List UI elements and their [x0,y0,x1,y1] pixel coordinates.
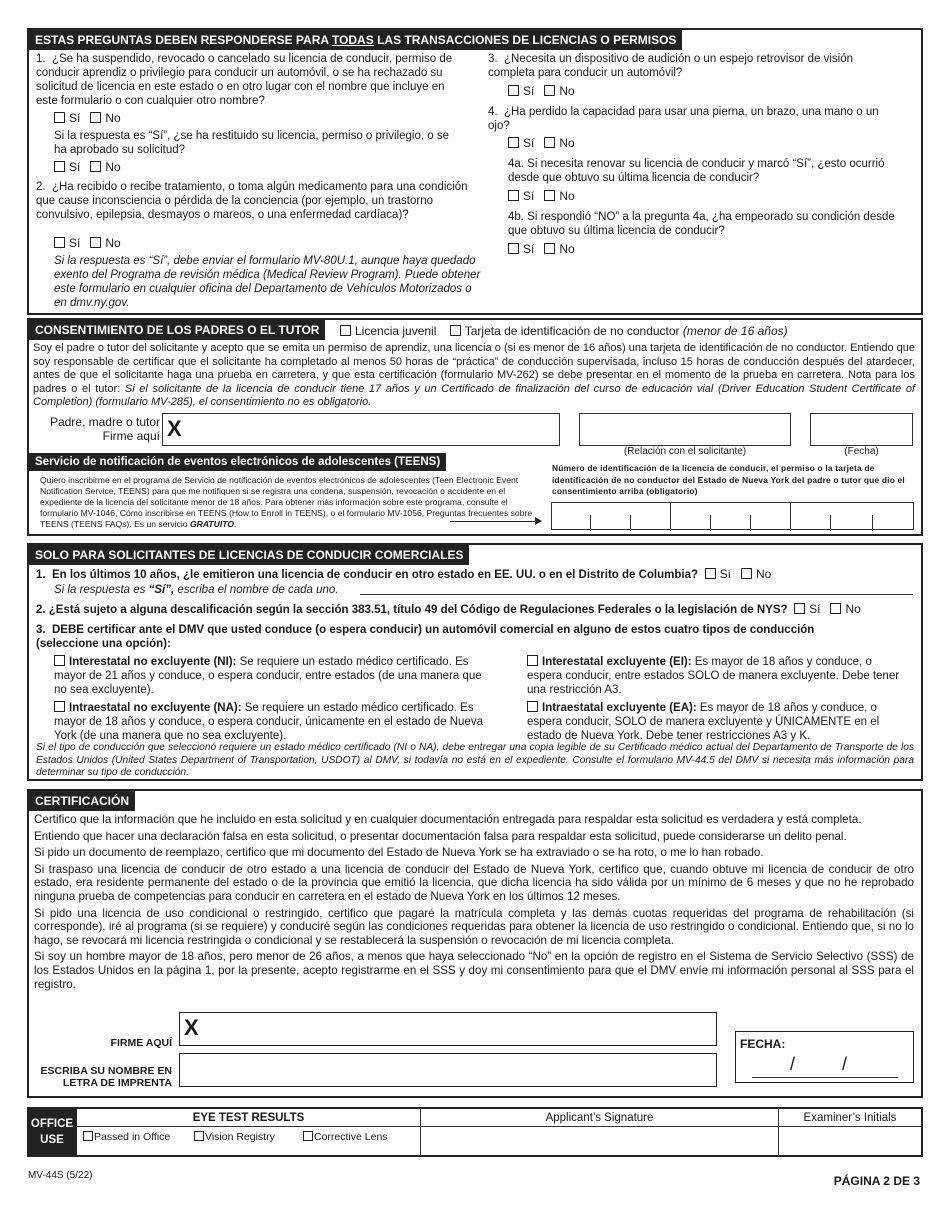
junior-license-checkbox[interactable] [340,325,351,336]
yes-label: Sí [69,236,81,250]
q4a-options [508,189,575,203]
q3-no-checkbox[interactable] [544,85,555,96]
form-number: MV-44S (5/22) [28,1170,93,1181]
q1-options [54,111,121,125]
commercial-q2-text: 2. ¿Está sujeto a alguna descalificación según la sección 383.51, título 49 del Código de Regulaciones Federales o la legislación de NYS? [36,604,788,616]
ei-title: Interestatal excluyente (EI): [542,656,692,668]
ei-checkbox[interactable] [527,655,538,666]
yes-label: Sí [523,242,535,256]
parent-sign-label [40,415,160,443]
applicant-signature-header: Applicant’s Signature [545,1112,654,1124]
question-1b: Si la respuesta es “Sí”, ¿se ha restituido su licencia, permiso o privilegio, o se ha aprobado su solicitud? [54,130,450,156]
yes-label: Sí [523,84,535,98]
ea-title: Intraestatal excluyente (EA): [542,702,697,714]
q4-yes-checkbox[interactable] [508,137,519,148]
passed-office-label: Passed in Office [94,1131,171,1143]
parent-id-label: Número de identificación de la licencia de conducir, el permiso o la tarjeta de identificación de no conductor del Estado de Nueva York del padre o tutor que dio el consentimiento arriba (obligatorio) [552,463,905,496]
junior-license-label: Licencia juvenil [355,324,437,338]
passed-office-checkbox[interactable] [83,1131,93,1141]
question-3: 3. ¿Necesita un dispositivo de audición o un espejo retrovisor de visión completa para conducir un automóvil? [488,53,854,79]
option-na [54,701,504,743]
yes-label: Sí [69,111,81,125]
q1-note-bold: “Sí”, [148,584,175,596]
q1-note-text: Si la respuesta es [54,584,146,596]
page-number: PÁGINA 2 DE 3 [833,1174,920,1188]
cert-p4: Si traspaso una licencia de conducir de otro estado a una licencia de conducir del Estado de Nueva York, certifico que, cuando obtuve mi licencia de conducir de otro estado, era residente permanente del estado o de la provincia que emitió la licencia, que dicha licencia ha sido válida por un mínimo de 6 meses y que no he reprobado ninguna prueba de competencias para conducir en carretera en el estado de Nueva York en los últimos 12 meses. [34,862,914,903]
teens-body: Quiero inscribirme en el programa de Servicio de notificación de eventos electrónicos de adolescentes (Teen Electronic Event Notification Service, TEENS) para que me notifiquen si se registra una condena, suspensión, revocación o accidente en el expediente de la licencia del solicitante menor de 18 años. Para obtener más información sobre este programa, consulte el formulario MV-1046, Cómo inscribirse en TEENS (How to Enroll in TEENS), o el formulario MV-1056, Preguntas frecuentes sobre TEENS (TEENS FAQs). Es un servicio GRATUITO. [40,475,533,529]
q4a-yes-checkbox[interactable] [508,190,519,201]
vision-registry-label: Vision Registry [205,1131,275,1143]
sign-x-mark: X [184,1015,199,1040]
commercial-q3: 3. DEBE certificar ante el DMV que usted conduce (o espera conducir) un automóvil comercial en alguno de estos cuatro tipos de conducción (seleccione una opción): [36,624,815,650]
vision-registry-option [194,1130,275,1144]
teens-free: GRATUITO [189,519,235,529]
print-name-field[interactable] [179,1053,717,1087]
question-4b: 4b. Si respondió “NO” a la pregunta 4a, ¿ha empeorado su condición desde que obtuvo su última licencia de conducir? [508,211,895,237]
cert-p2: Entiendo que hacer una declaración falsa en esta solicitud, o presentar documentación falsa para respaldar esta solicitud, puede considerarse un delito penal. [34,829,847,843]
no-label: No [105,111,121,125]
parent-id-number-field[interactable] [551,502,914,530]
non-driver-id-note: (menor de 16 años) [682,324,788,338]
option-ni [54,655,484,697]
commercial-note: Si el tipo de conducción que seleccionó requiere un estado médico certificado (NI o NA), debe entregar una copia legible de su Certificado médico actual del Departamento de Transporte de los Estados Unidos (United States Department of Transportation, USDOT) al DMV, si todavía no está en el expediente. Consulte el formulario MV-44.5 del DMV si necesita más información para determinar su tipo de conducción. [36,742,914,778]
na-desc: Se requiere un estado médico certificado. Es mayor de 18 años y conduce, o espera conducir, únicamente en el estado de Nueva York (de una manera que no sea excluyente). [54,702,483,742]
office-label-2: USE [40,1134,64,1146]
arrow-head-icon [535,517,542,525]
states-line[interactable] [360,594,913,595]
q2-no-checkbox[interactable] [90,237,101,248]
cq2-no-checkbox[interactable] [830,603,841,614]
parent-date-field[interactable] [810,413,913,446]
no-label: No [559,136,575,150]
q1-note-end: escriba el nombre de cada uno. [177,584,339,596]
no-label: No [105,160,121,174]
corrective-lens-option [303,1130,388,1144]
print-name-label-2: LETRA DE IMPRENTA [62,1077,172,1089]
ei-desc: Es mayor de 18 años y conduce, o espera conducir, entre estados SOLO de manera excluyente. Debe tener una restricción A3. [527,656,900,696]
corrective-lens-checkbox[interactable] [303,1131,313,1141]
office-use-label [27,1107,77,1157]
parent-sign-label-2: Firme aquí [102,429,160,443]
cq1-no-checkbox[interactable] [741,568,752,579]
q1b-no-checkbox[interactable] [90,161,101,172]
cq1-yes-checkbox[interactable] [705,568,716,579]
teens-header: Servicio de notificación de eventos electrónicos de adolescentes (TEENS) [29,453,446,471]
q3-yes-checkbox[interactable] [508,85,519,96]
yes-label: Sí [69,160,81,174]
ni-checkbox[interactable] [54,655,65,666]
parent-consent-body [33,342,915,410]
section-questions-header: ESTAS PREGUNTAS DEBEN RESPONDERSE PARA TODAS LAS TRANSACCIONES DE LICENCIAS O PERMISOS [29,30,682,50]
cert-p6: Si soy un hombre mayor de 18 años, pero menor de 26 años, a menos que haya seleccionado “No” en la opción de registro en el Sistema de Servicio Selectivo (SSS) de los Estados Unidos en la página 1, por la presente, acepto registrarme en el SSS y doy mi consentimiento para que el DMV envíe mi información personal al SSS para el registro. [34,950,914,991]
corrective-lens-label: Corrective Lens [314,1131,388,1143]
na-checkbox[interactable] [54,701,65,712]
parent-date-label: (Fecha) [844,446,879,457]
question-2: 2. ¿Ha recibido o recibe tratamiento, o toma algún medicamento para una condición que cause inconsciencia o pérdida de la conciencia (por ejemplo, un trastorno convulsivo, epilepsia, desmayos o mareos, o una enfermedad cardíaca)? [36,181,468,221]
q3-options [508,84,575,98]
examiner-initials-header: Examiner’s Initials [803,1112,897,1124]
q4-no-checkbox[interactable] [544,137,555,148]
relationship-label: (Relación con el solicitante) [623,446,747,457]
q4b-no-checkbox[interactable] [544,243,555,254]
no-label: No [105,236,121,250]
sign-here-label: FIRME AQUÍ [110,1037,172,1049]
question-1: 1. ¿Se ha suspendido, revocado o cancelado su licencia de conducir, permiso de conducir aprendiz o privilegio para conducir un automóvil, o se ha rechazado su solicitud de licencia en este estado o en otro lugar con el nombre que incluye en este formulario o con cualquier otro nombre? [36,53,453,107]
date-box[interactable] [735,1031,914,1083]
q4-options [508,136,575,150]
na-title: Intraestatal no excluyente (NA): [69,702,242,714]
yes-label: Sí [809,602,821,616]
question-4: 4. ¿Ha perdido la capacidad para usar una pierna, un brazo, una mano o un ojo? [488,106,879,132]
commercial-q1-note [54,583,339,597]
q2-yes-checkbox[interactable] [54,237,65,248]
no-label: No [845,602,861,616]
q4b-yes-checkbox[interactable] [508,243,519,254]
consent-type-options [340,324,788,338]
office-label-1: OFFICE [30,1118,74,1130]
date-line [752,1077,898,1078]
parent-signature-field[interactable] [162,413,560,446]
certification-text [34,813,914,991]
vision-registry-checkbox[interactable] [194,1131,204,1141]
cert-p3: Si pido un documento de reemplazo, certifico que mi documento del Estado de Nueva York se ha extraviado o se ha roto, o me lo han robado. [34,846,764,860]
eye-test-header: EYE TEST RESULTS [192,1112,305,1124]
question-2-note: Si la respuesta es “Sí”, debe enviar el formulario MV-80U.1, aunque haya quedado exento del Programa de revisión médica (Medical Review Program). Puede obtener este formulario en cualquier oficina del Departamento de Vehículos Motorizados o en dmv.ny.gov. [54,255,481,309]
no-label: No [559,242,575,256]
no-label: No [755,567,772,581]
cert-p1: Certifico que la información que he incluido en esta solicitud y en cualquier documentación entregada para respaldar esta solicitud es verdadera y está completa. [34,813,862,826]
eye-test-options [83,1130,170,1144]
q2-options [54,236,121,250]
ni-title: Interestatal no excluyente (NI): [69,656,237,668]
arrow-icon [450,521,540,522]
q1-yes-checkbox[interactable] [54,112,65,123]
ni-desc: Se requiere un estado médico certificado. Es mayor de 21 años y conduce, o espera conducir, entre estados (de una manera que no sea excluyente). [54,656,482,696]
no-label: No [559,189,575,203]
parent-consent-header: CONSENTIMIENTO DE LOS PADRES O EL TUTOR [29,320,325,340]
q1b-options [54,160,121,174]
q1-no-checkbox[interactable] [90,112,101,123]
option-ei [527,655,907,697]
commercial-q1 [36,567,896,582]
cert-p5: Si pido una licencia de uso condicional o restringido, certifico que pagaré la matrícula completa y las demás cuotas requeridas del programa de rehabilitación (si corresponde), iré al programa (si se requiere) y conduciré según las condiciones requeridas para obtener la licencia de uso restringido o condicional. Entiendo que, si no lo hago, se revocará mi licencia restringida o condicional y se restablecerá la suspensión o revocación de mi licencia completa. [34,906,914,947]
print-name-label [30,1065,172,1089]
non-driver-id-checkbox[interactable] [450,325,461,336]
option-ea [527,701,907,743]
ea-checkbox[interactable] [527,701,538,712]
certification-header: CERTIFICACIÓN [29,791,135,811]
commercial-q1-text: 1. En los últimos 10 años, ¿le emitieron una licencia de conducir en otro estado en EE. UU. o en el Distrito de Columbia? [36,569,699,581]
print-name-label-1: ESCRIBA SU NOMBRE EN [40,1065,172,1077]
commercial-q2 [36,602,916,617]
consent-text: Soy el padre o tutor del solicitante y acepto que se emita un permiso de aprendiz, una licencia o (si es menor de 16 años) una tarjeta de identificación de no conductor. Entiendo que soy responsable de certificar que el solicitante ha completado al menos 50 horas de “práctica” de conducción supervisada, incluso 15 horas de conducción después del atardecer, antes de que el solicitante haga una prueba en carretera, y que esta certificación (formulario MV-262) se debe presentar en el momento de la prueba en carretera. Nota para los padres o el tutor: [33,342,915,395]
teens-text: Quiero inscribirme en el programa de Servicio de notificación de eventos electrónicos de adolescentes (Teen Electronic Event Notification Service, TEENS) para que me notifiquen si se registra una condena, suspensión, revocación o accidente en el expediente de la licencia del solicitante menor de 18 años. Para obtener más información sobre este programa, consulte el formulario MV-1046, Cómo inscribirse en TEENS (How to Enroll in TEENS), o el formulario MV-1056, Preguntas frecuentes sobre TEENS (TEENS FAQs). Es un servicio [40,475,533,529]
q4a-no-checkbox[interactable] [544,190,555,201]
parent-sign-label-1: Padre, madre o tutor [49,415,160,429]
yes-label: Sí [523,136,535,150]
non-driver-id-label: Tarjeta de identificación de no conductor [464,324,680,338]
sign-x-mark: X [167,416,182,441]
ea-desc: Es mayor de 18 años y conduce, o espera conducir, SOLO de manera excluyente y ÚNICAMENTE en el estado de Nueva York. Debe tener restricciones A3 y K. [527,702,880,742]
cq2-yes-checkbox[interactable] [794,603,805,614]
relationship-field[interactable] [579,413,791,446]
yes-label: Sí [523,189,535,203]
applicant-signature-field[interactable] [179,1012,717,1046]
q4b-options [508,242,575,256]
date-sep-2: / [842,1054,848,1074]
date-sep-1: / [790,1054,796,1074]
commercial-header: SOLO PARA SOLICITANTES DE LICENCIAS DE CONDUCIR COMERCIALES [29,545,469,565]
yes-label: Sí [719,567,731,581]
question-4a: 4a. Si necesita renovar su licencia de conducir y marcó “Sí”, ¿esto ocurrió desde que obtuvo su última licencia de conducir? [508,158,885,184]
q1b-yes-checkbox[interactable] [54,161,65,172]
no-label: No [559,84,575,98]
date-label: FECHA: [740,1037,786,1051]
consent-note: Si el solicitante de la licencia de conducir tiene 17 años y un Certificado de finalización del curso de educación vial (Driver Education Student Certificate of Completion) (formulario MV-285), el consentimiento no es obligatorio. [33,382,915,408]
